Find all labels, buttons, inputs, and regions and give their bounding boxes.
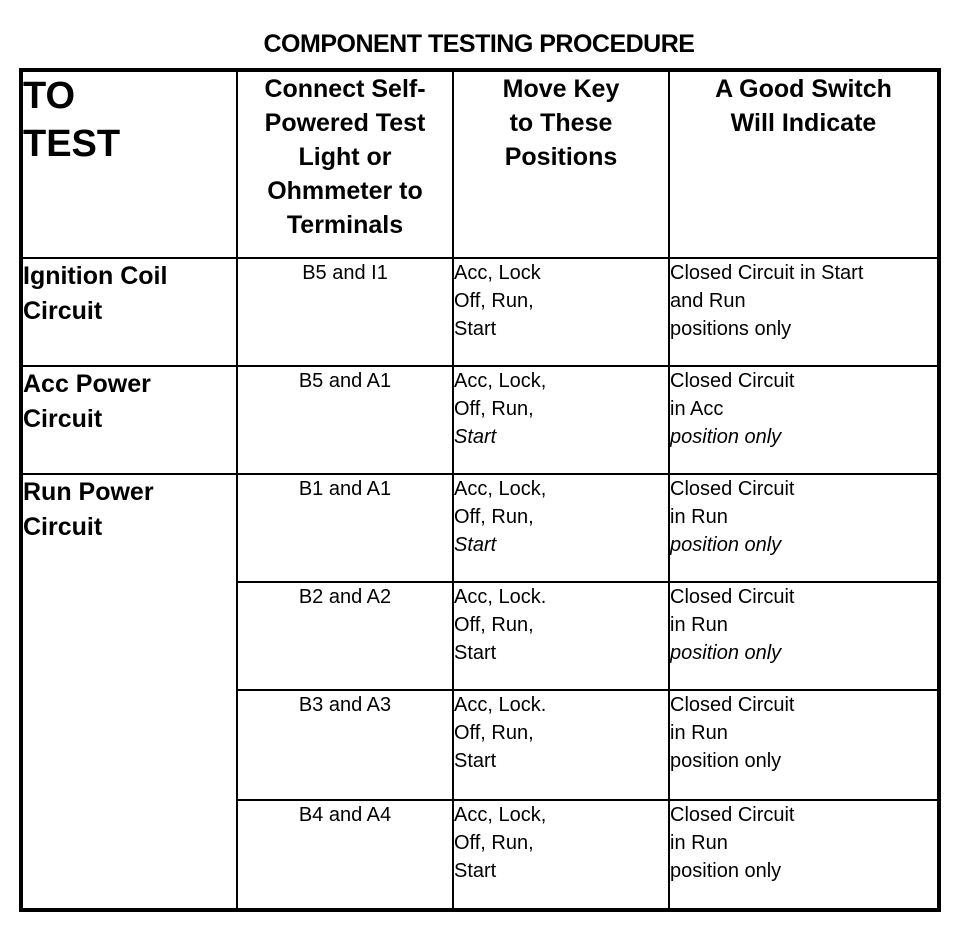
table-row [21, 366, 939, 474]
indicate-cell [669, 366, 939, 474]
positions-line: Off, Run, [454, 290, 534, 312]
circuit-name-line: Circuit [23, 297, 103, 325]
indicate-line: position only [670, 750, 782, 772]
positions-line: Acc, Lock, [454, 478, 547, 500]
header-good-switch-line: Will Indicate [730, 109, 877, 137]
header-move-key-line: Move Key [502, 75, 620, 103]
header-move-key [453, 70, 669, 258]
header-to-test [21, 70, 237, 258]
positions-line: Acc, Lock [454, 262, 541, 284]
positions-cell [453, 690, 669, 800]
circuit-name-line: Circuit [23, 513, 103, 541]
header-good-switch [669, 70, 939, 258]
terminals-cell: B5 and I1 [237, 258, 453, 366]
positions-line: Off, Run, [454, 722, 534, 744]
circuit-name-line: Ignition Coil [23, 262, 168, 290]
terminals-cell: B2 and A2 [237, 582, 453, 690]
header-row [21, 70, 939, 258]
indicate-line: in Run [670, 722, 728, 744]
indicate-cell [669, 690, 939, 800]
indicate-line: in Run [670, 832, 728, 854]
header-connect-line: Light or [298, 143, 392, 171]
indicate-line: position only [670, 534, 782, 556]
testing-procedure-table [19, 68, 941, 912]
header-to-test-line: TEST [23, 123, 121, 165]
positions-cell [453, 366, 669, 474]
terminals-cell: B4 and A4 [237, 800, 453, 910]
positions-line: Acc, Lock. [454, 694, 547, 716]
positions-cell [453, 474, 669, 582]
positions-line: Off, Run, [454, 398, 534, 420]
indicate-line: Closed Circuit [670, 586, 795, 608]
positions-line: Start [454, 318, 497, 340]
indicate-line: in Acc [670, 398, 724, 420]
indicate-line: Closed Circuit in Start [670, 262, 864, 284]
positions-cell [453, 258, 669, 366]
header-to-test-line: TO [23, 75, 76, 117]
positions-line: Start [454, 642, 497, 664]
terminals-cell: B3 and A3 [237, 690, 453, 800]
positions-line: Start [454, 750, 497, 772]
indicate-cell [669, 474, 939, 582]
indicate-cell [669, 800, 939, 910]
circuit-name-line: Run Power [23, 478, 154, 506]
indicate-line: and Run [670, 290, 746, 312]
indicate-line: positions only [670, 318, 792, 340]
positions-line: Acc, Lock, [454, 370, 547, 392]
header-connect-line: Connect Self- [264, 75, 426, 103]
indicate-line: Closed Circuit [670, 478, 795, 500]
indicate-line: Closed Circuit [670, 694, 795, 716]
circuit-name [21, 474, 237, 910]
positions-line: Start [454, 860, 497, 882]
positions-line: Off, Run, [454, 614, 534, 636]
table-row [21, 474, 939, 582]
indicate-line: position only [670, 426, 782, 448]
indicate-line: in Run [670, 614, 728, 636]
circuit-name-line: Circuit [23, 405, 103, 433]
table-row [21, 258, 939, 366]
terminals-cell: B5 and A1 [237, 366, 453, 474]
header-connect-terminals [237, 70, 453, 258]
header-connect-line: Ohmmeter to [267, 177, 423, 205]
indicate-cell [669, 258, 939, 366]
header-move-key-line: Positions [504, 143, 618, 171]
header-connect-line: Terminals [286, 211, 404, 239]
positions-line: Start [454, 426, 497, 448]
positions-line: Start [454, 534, 497, 556]
indicate-line: Closed Circuit [670, 804, 795, 826]
positions-cell [453, 582, 669, 690]
page-title: COMPONENT TESTING PROCEDURE [263, 30, 695, 58]
header-move-key-line: to These [509, 109, 613, 137]
positions-line: Acc, Lock, [454, 804, 547, 826]
circuit-name-line: Acc Power [23, 370, 151, 398]
positions-line: Off, Run, [454, 506, 534, 528]
indicate-line: in Run [670, 506, 728, 528]
positions-line: Acc, Lock. [454, 586, 547, 608]
positions-line: Off, Run, [454, 832, 534, 854]
indicate-line: position only [670, 642, 782, 664]
indicate-line: position only [670, 860, 782, 882]
circuit-name [21, 366, 237, 474]
header-connect-line: Powered Test [264, 109, 426, 137]
circuit-name [21, 258, 237, 366]
header-good-switch-line: A Good Switch [715, 75, 892, 103]
terminals-cell: B1 and A1 [237, 474, 453, 582]
indicate-cell [669, 582, 939, 690]
positions-cell [453, 800, 669, 910]
indicate-line: Closed Circuit [670, 370, 795, 392]
